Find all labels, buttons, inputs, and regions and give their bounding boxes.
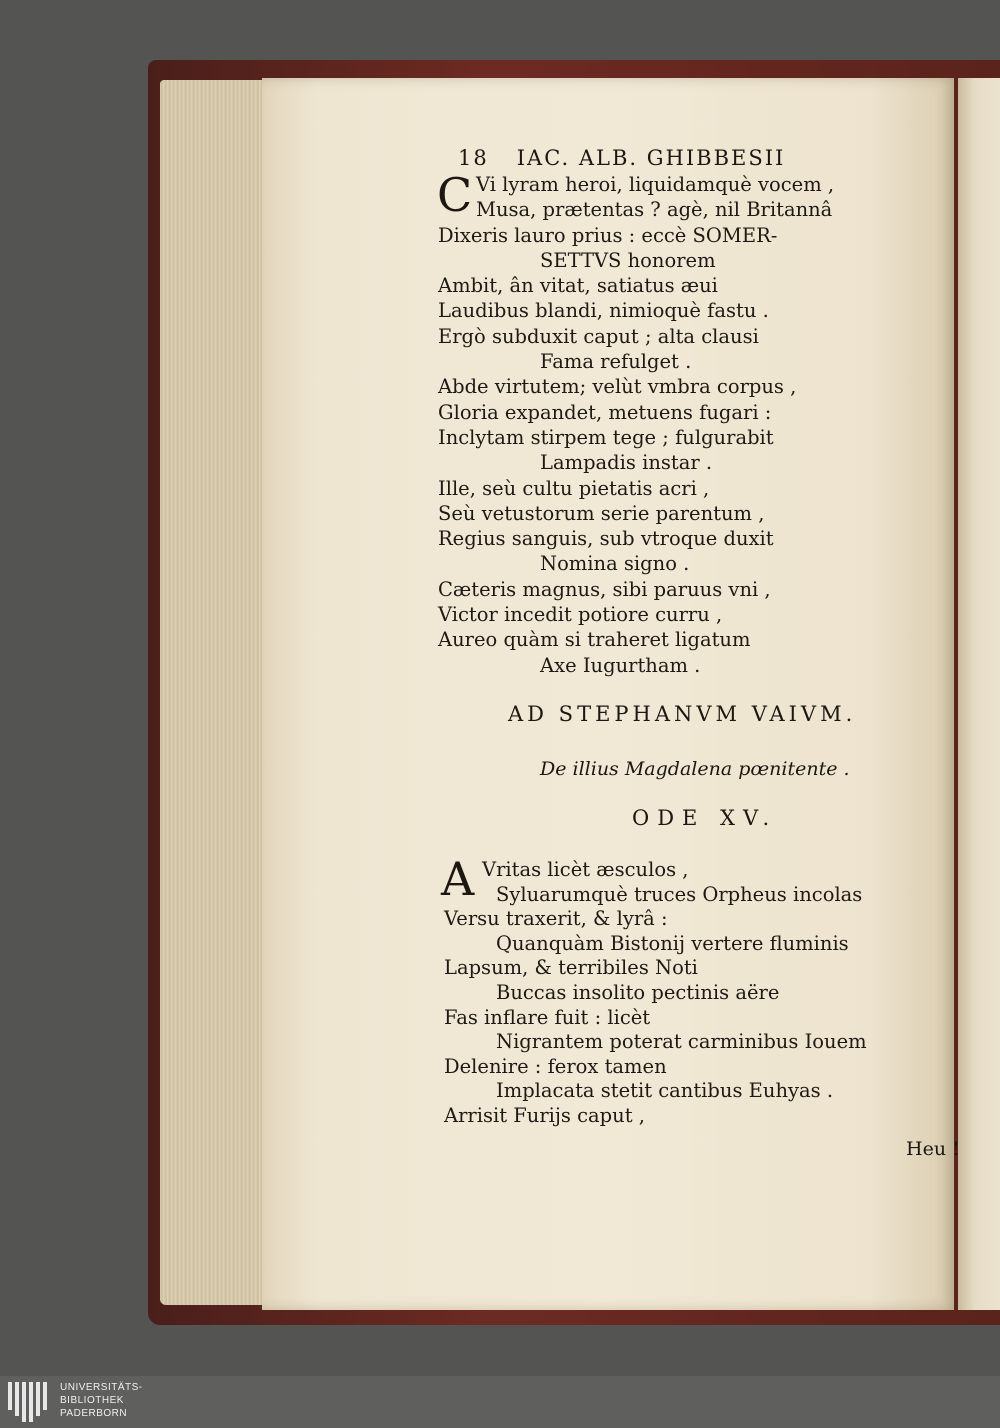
page-number: 18	[458, 146, 489, 170]
library-name	[60, 1381, 143, 1420]
drop-capital: A	[441, 852, 475, 906]
verse-line: Dixeris lauro prius : eccè SOMER-	[438, 223, 778, 247]
verse-line: Abde virtutem; velùt vmbra corpus ,	[438, 375, 797, 399]
ode-line: Delenire : ferox tamen	[444, 1054, 667, 1078]
facing-page-edge	[958, 78, 1000, 1310]
verse-line: Victor incedit potiore curru ,	[438, 603, 723, 627]
verse-line: Regius sanguis, sub vtroque duxit	[438, 527, 774, 551]
verse-line: Ergò subduxit caput ; alta clausi	[438, 324, 759, 348]
verse-line: SETTVS honorem	[540, 248, 716, 272]
ode-line: Vritas licèt æsculos ,	[482, 858, 689, 881]
ode-line: Buccas insolito pectinis aëre	[496, 980, 780, 1004]
ode-line: Implacata stetit cantibus Euhyas .	[496, 1079, 834, 1103]
running-head	[458, 146, 785, 170]
verse-line: Fama refulget .	[540, 350, 692, 374]
ode-number: ODE XV.	[632, 806, 778, 830]
verse-line: Seù vetustorum serie parentum ,	[438, 501, 765, 525]
poem-title: AD STEPHANVM VAIVM.	[508, 702, 857, 726]
verse-line: Gloria expandet, metuens fugari :	[438, 400, 772, 424]
library-footer	[0, 1376, 1000, 1428]
verse-line: Inclytam stirpem tege ; fulgurabit	[438, 425, 774, 449]
drop-capital: C	[437, 168, 473, 222]
verse-line: Laudibus blandi, nimioquè fastu .	[438, 299, 769, 323]
verse-line: Ille, seù cultu pietatis acri ,	[438, 476, 710, 500]
ode-line: Syluarumquè truces Orpheus incolas	[496, 882, 863, 906]
ode-block	[444, 858, 867, 1129]
library-name-line: BIBLIOTHEK	[60, 1395, 124, 1406]
catchword: Heu !	[906, 1138, 960, 1160]
ode-line: Lapsum, & terribiles Noti	[444, 956, 698, 980]
ode-line: Nigrantem poterat carminibus Iouem	[496, 1030, 867, 1054]
ode-line: Quanquàm Bistonij vertere fluminis	[496, 931, 849, 955]
verse-block	[437, 168, 835, 678]
running-head-title: IAC. ALB. GHIBBESII	[516, 146, 786, 170]
library-name-line: PADERBORN	[60, 1408, 128, 1419]
poem-subtitle: De illius Magdalena pœnitente .	[540, 758, 850, 780]
library-logo-icon	[6, 1382, 54, 1422]
verse-line: Axe Iugurtham .	[540, 653, 701, 677]
verse-line: Cæteris magnus, sibi paruus vni ,	[438, 577, 771, 601]
verse-line: Ambit, ân vitat, satiatus æui	[438, 274, 718, 298]
page-edges	[160, 80, 270, 1305]
verse-line: Vi lyram heroi, liquidamquè vocem ,	[476, 173, 835, 196]
verse-line: Lampadis instar .	[540, 451, 713, 475]
verse-line: Musa, prætentas ? agè, nil Britannâ	[476, 198, 833, 222]
verse-line: Nomina signo .	[540, 552, 690, 576]
verse-line: Aureo quàm si traheret ligatum	[438, 628, 751, 652]
ode-line: Arrisit Furijs caput ,	[444, 1103, 645, 1127]
library-name-line: UNIVERSITÄTS-	[60, 1382, 143, 1393]
ode-line: Fas inflare fuit : licèt	[444, 1005, 651, 1029]
ode-line: Versu traxerit, & lyrâ :	[444, 907, 668, 931]
